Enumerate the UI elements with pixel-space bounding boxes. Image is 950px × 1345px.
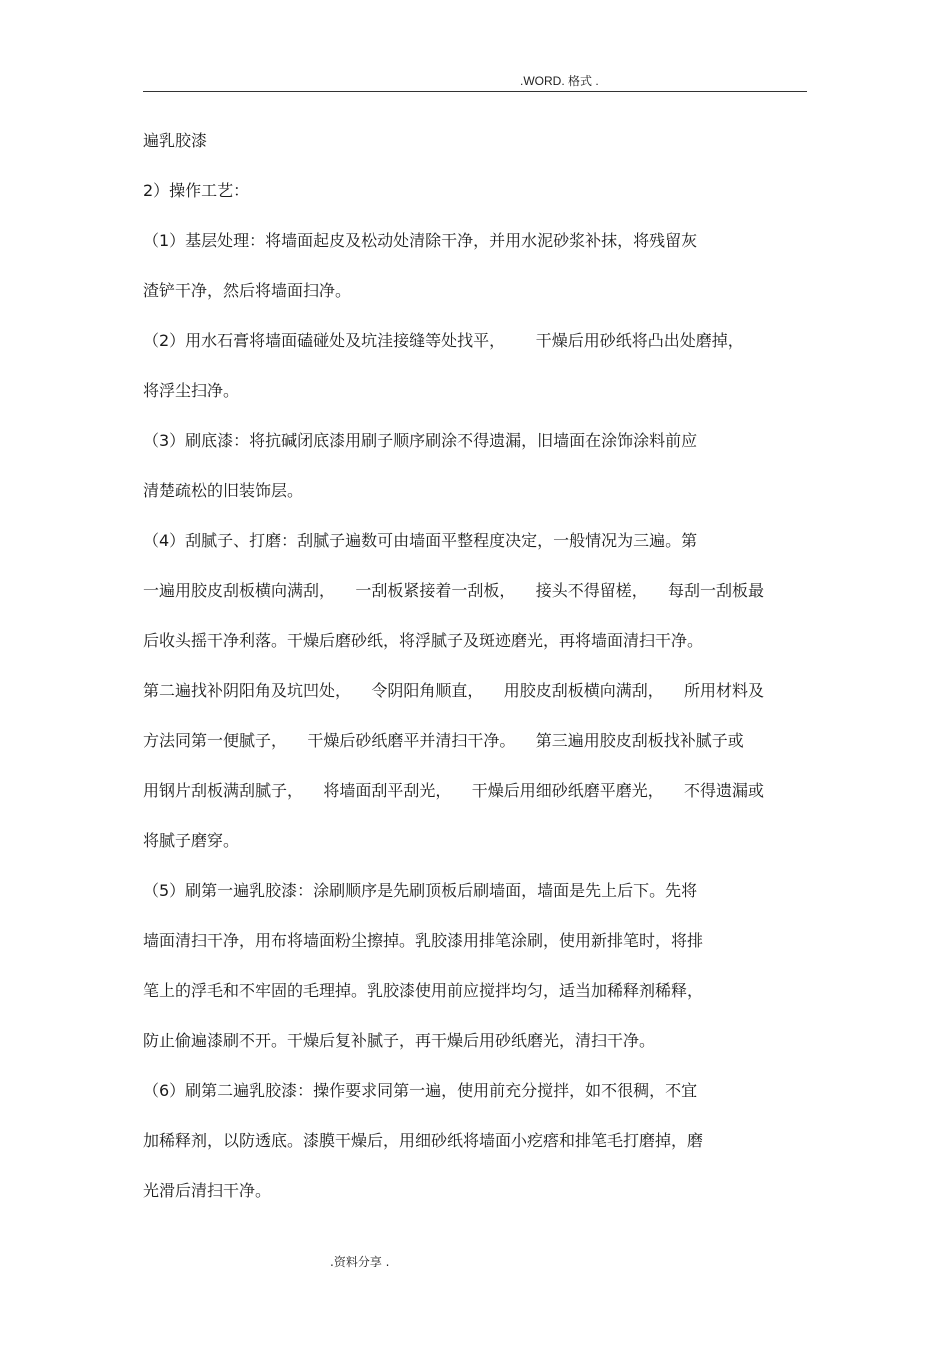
body-line: 一遍用胶皮刮板横向满刮， 一刮板紧接着一刮板， 接头不得留槎， 每刮一刮板最	[143, 581, 765, 600]
body-line: 加稀释剂，以防透底。漆膜干燥后，用细砂纸将墙面小疙瘩和排笔毛打磨掉，磨	[143, 1131, 704, 1150]
body-line: 墙面清扫干净，用布将墙面粉尘擦掉。乳胶漆用排笔涂刷，使用新排笔时，将排	[143, 931, 704, 950]
body-line: （1）基层处理：将墙面起皮及松动处清除干净，并用水泥砂浆补抹，将残留灰	[143, 231, 698, 250]
body-line-heading: 遍乳胶漆	[143, 131, 208, 150]
page-footer: .资料分享 .	[330, 1255, 390, 1269]
body-line: 笔上的浮毛和不牢固的毛理掉。乳胶漆使用前应搅拌均匀，适当加稀释剂稀释，	[143, 981, 704, 1000]
body-line: 清楚疏松的旧装饰层。	[143, 481, 304, 500]
body-line: 第二遍找补阴阳角及坑凹处， 令阴阳角顺直， 用胶皮刮板横向满刮， 所用材料及	[143, 681, 765, 700]
body-line: 后收头摇干净利落。干燥后磨砂纸，将浮腻子及斑迹磨光，再将墙面清扫干净。	[143, 631, 704, 650]
body-line: 将腻子磨穿。	[143, 831, 240, 850]
body-line: （2）用水石膏将墙面磕碰处及坑洼接缝等处找平， 干燥后用砂纸将凸出处磨掉，	[143, 331, 744, 350]
body-line: 光滑后清扫干净。	[143, 1181, 272, 1200]
body-line: 将浮尘扫净。	[143, 381, 240, 400]
body-line: 防止偷遍漆刷不开。干燥后复补腻子，再干燥后用砂纸磨光，清扫干净。	[143, 1031, 656, 1050]
page-header: .WORD. 格式 .	[520, 74, 599, 88]
body-line: （4）刮腻子、打磨：刮腻子遍数可由墙面平整程度决定，一般情况为三遍。第	[143, 531, 698, 550]
body-line: （5）刷第一遍乳胶漆：涂刷顺序是先刷顶板后刷墙面，墙面是先上后下。先将	[143, 881, 698, 900]
body-line: （6）刷第二遍乳胶漆：操作要求同第一遍，使用前充分搅拌，如不很稠，不宜	[143, 1081, 698, 1100]
body-line: 渣铲干净，然后将墙面扫净。	[143, 281, 352, 300]
body-line-section-title: 2）操作工艺：	[143, 181, 250, 200]
body-line: 用钢片刮板满刮腻子， 将墙面刮平刮光， 干燥后用细砂纸磨平磨光， 不得遗漏或	[143, 781, 765, 800]
body-line: 方法同第一便腻子， 干燥后砂纸磨平并清扫干净。 第三遍用胶皮刮板找补腻子或	[143, 731, 744, 750]
body-line: （3）刷底漆：将抗碱闭底漆用刷子顺序刷涂不得遗漏，旧墙面在涂饰涂料前应	[143, 431, 698, 450]
header-divider	[143, 91, 807, 92]
